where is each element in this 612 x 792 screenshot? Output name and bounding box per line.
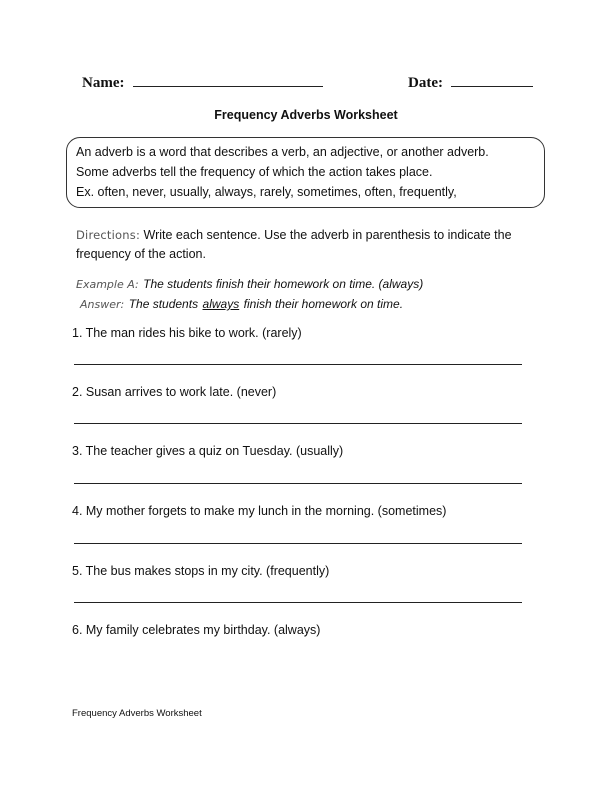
question-6: 6. My family celebrates my birthday. (always) bbox=[72, 623, 321, 637]
answer-text-after: finish their homework on time. bbox=[243, 297, 404, 311]
question-5: 5. The bus makes stops in my city. (frequently) bbox=[72, 564, 330, 578]
answer-line-4[interactable] bbox=[74, 543, 522, 544]
question-2: 2. Susan arrives to work late. (never) bbox=[72, 385, 277, 399]
date-field[interactable] bbox=[408, 72, 533, 92]
definition-line: An adverb is a word that describes a verb, an adjective, or another adverb. bbox=[76, 145, 489, 159]
name-blank[interactable] bbox=[133, 72, 323, 87]
name-label: Name: bbox=[82, 75, 125, 91]
example-answer bbox=[80, 295, 403, 313]
answer-line-3[interactable] bbox=[74, 483, 522, 484]
answer-line-5[interactable] bbox=[74, 602, 522, 603]
answer-line-1[interactable] bbox=[74, 364, 522, 365]
directions-text-continued: frequency of the action. bbox=[76, 247, 206, 261]
examples-line: Ex. often, never, usually, always, rarely, sometimes, often, frequently, bbox=[76, 185, 457, 199]
example-a bbox=[76, 275, 423, 293]
worksheet-title: Frequency Adverbs Worksheet bbox=[214, 108, 398, 122]
page-footer: Frequency Adverbs Worksheet bbox=[72, 708, 202, 719]
answer-adverb: always bbox=[202, 297, 240, 311]
date-blank[interactable] bbox=[451, 72, 533, 87]
directions bbox=[76, 228, 512, 242]
example-label: Example A: bbox=[76, 278, 139, 291]
answer-text-before: The students bbox=[128, 297, 199, 311]
question-3: 3. The teacher gives a quiz on Tuesday. (usually) bbox=[72, 444, 344, 458]
date-label: Date: bbox=[408, 75, 443, 91]
name-field[interactable] bbox=[82, 72, 323, 92]
definition-line: Some adverbs tell the frequency of which the action takes place. bbox=[76, 165, 433, 179]
directions-text: Write each sentence. Use the adverb in parenthesis to indicate the bbox=[143, 228, 512, 242]
answer-label: Answer: bbox=[80, 298, 125, 311]
example-sentence: The students finish their homework on time. (always) bbox=[143, 277, 424, 291]
answer-line-2[interactable] bbox=[74, 423, 522, 424]
question-1: 1. The man rides his bike to work. (rarely) bbox=[72, 326, 302, 340]
directions-label: Directions: bbox=[76, 228, 141, 242]
question-4: 4. My mother forgets to make my lunch in the morning. (sometimes) bbox=[72, 504, 447, 518]
